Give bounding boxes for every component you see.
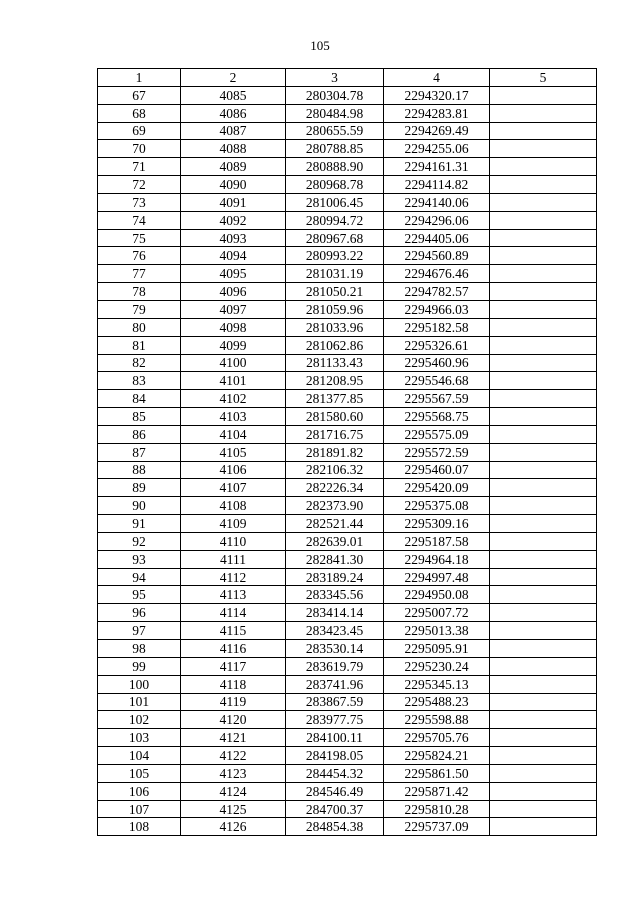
table-row	[98, 800, 597, 818]
row-number-cell: 101	[98, 693, 181, 711]
x-coordinate-cell: 282373.90	[286, 497, 384, 515]
table-row	[98, 283, 597, 301]
table-row	[98, 675, 597, 693]
point-id-cell: 4112	[181, 568, 286, 586]
y-coordinate-cell: 2295572.59	[384, 443, 490, 461]
note-cell	[490, 675, 597, 693]
x-coordinate-cell: 280968.78	[286, 176, 384, 194]
point-id-cell: 4097	[181, 300, 286, 318]
note-cell	[490, 247, 597, 265]
point-id-cell: 4106	[181, 461, 286, 479]
x-coordinate-cell: 281006.45	[286, 193, 384, 211]
x-coordinate-cell: 283741.96	[286, 675, 384, 693]
column-header-5: 5	[490, 69, 597, 87]
row-number-cell: 90	[98, 497, 181, 515]
row-number-cell: 72	[98, 176, 181, 194]
row-number-cell: 95	[98, 586, 181, 604]
y-coordinate-cell: 2294782.57	[384, 283, 490, 301]
row-number-cell: 104	[98, 747, 181, 765]
y-coordinate-cell: 2294950.08	[384, 586, 490, 604]
note-cell	[490, 515, 597, 533]
note-cell	[490, 408, 597, 426]
row-number-cell: 82	[98, 354, 181, 372]
point-id-cell: 4096	[181, 283, 286, 301]
y-coordinate-cell: 2295488.23	[384, 693, 490, 711]
point-id-cell: 4087	[181, 122, 286, 140]
point-id-cell: 4114	[181, 604, 286, 622]
column-header-1: 1	[98, 69, 181, 87]
y-coordinate-cell: 2294405.06	[384, 229, 490, 247]
note-cell	[490, 86, 597, 104]
row-number-cell: 100	[98, 675, 181, 693]
note-cell	[490, 640, 597, 658]
y-coordinate-cell: 2294269.49	[384, 122, 490, 140]
x-coordinate-cell: 284100.11	[286, 729, 384, 747]
row-number-cell: 70	[98, 140, 181, 158]
point-id-cell: 4124	[181, 782, 286, 800]
note-cell	[490, 300, 597, 318]
table-header	[98, 69, 597, 87]
x-coordinate-cell: 281716.75	[286, 425, 384, 443]
y-coordinate-cell: 2295567.59	[384, 390, 490, 408]
row-number-cell: 78	[98, 283, 181, 301]
note-cell	[490, 372, 597, 390]
row-number-cell: 93	[98, 550, 181, 568]
x-coordinate-cell: 284854.38	[286, 818, 384, 836]
y-coordinate-cell: 2294560.89	[384, 247, 490, 265]
x-coordinate-cell: 281059.96	[286, 300, 384, 318]
row-number-cell: 97	[98, 622, 181, 640]
point-id-cell: 4125	[181, 800, 286, 818]
point-id-cell: 4089	[181, 158, 286, 176]
note-cell	[490, 711, 597, 729]
point-id-cell: 4090	[181, 176, 286, 194]
y-coordinate-cell: 2294964.18	[384, 550, 490, 568]
table-row	[98, 747, 597, 765]
point-id-cell: 4091	[181, 193, 286, 211]
y-coordinate-cell: 2294140.06	[384, 193, 490, 211]
x-coordinate-cell: 282106.32	[286, 461, 384, 479]
point-id-cell: 4109	[181, 515, 286, 533]
point-id-cell: 4117	[181, 657, 286, 675]
x-coordinate-cell: 280967.68	[286, 229, 384, 247]
table-row	[98, 818, 597, 836]
note-cell	[490, 747, 597, 765]
point-id-cell: 4094	[181, 247, 286, 265]
table-row	[98, 693, 597, 711]
table-row	[98, 604, 597, 622]
point-id-cell: 4101	[181, 372, 286, 390]
note-cell	[490, 193, 597, 211]
note-cell	[490, 354, 597, 372]
table-row	[98, 711, 597, 729]
point-id-cell: 4120	[181, 711, 286, 729]
table-row	[98, 122, 597, 140]
y-coordinate-cell: 2294997.48	[384, 568, 490, 586]
x-coordinate-cell: 283345.56	[286, 586, 384, 604]
x-coordinate-cell: 281208.95	[286, 372, 384, 390]
row-number-cell: 94	[98, 568, 181, 586]
y-coordinate-cell: 2295871.42	[384, 782, 490, 800]
row-number-cell: 69	[98, 122, 181, 140]
y-coordinate-cell: 2295095.91	[384, 640, 490, 658]
table-row	[98, 586, 597, 604]
y-coordinate-cell: 2295375.08	[384, 497, 490, 515]
y-coordinate-cell: 2295460.07	[384, 461, 490, 479]
row-number-cell: 68	[98, 104, 181, 122]
table-row	[98, 461, 597, 479]
table-row	[98, 336, 597, 354]
x-coordinate-cell: 281580.60	[286, 408, 384, 426]
point-id-cell: 4121	[181, 729, 286, 747]
row-number-cell: 81	[98, 336, 181, 354]
row-number-cell: 87	[98, 443, 181, 461]
note-cell	[490, 211, 597, 229]
table-row	[98, 515, 597, 533]
note-cell	[490, 604, 597, 622]
point-id-cell: 4102	[181, 390, 286, 408]
y-coordinate-cell: 2295824.21	[384, 747, 490, 765]
x-coordinate-cell: 283414.14	[286, 604, 384, 622]
note-cell	[490, 497, 597, 515]
table-row	[98, 265, 597, 283]
table-row	[98, 568, 597, 586]
point-id-cell: 4123	[181, 764, 286, 782]
row-number-cell: 89	[98, 479, 181, 497]
point-id-cell: 4098	[181, 318, 286, 336]
header-row	[98, 69, 597, 87]
point-id-cell: 4099	[181, 336, 286, 354]
table-row	[98, 550, 597, 568]
y-coordinate-cell: 2294676.46	[384, 265, 490, 283]
note-cell	[490, 122, 597, 140]
x-coordinate-cell: 282521.44	[286, 515, 384, 533]
y-coordinate-cell: 2294966.03	[384, 300, 490, 318]
note-cell	[490, 550, 597, 568]
note-cell	[490, 800, 597, 818]
row-number-cell: 91	[98, 515, 181, 533]
x-coordinate-cell: 281050.21	[286, 283, 384, 301]
note-cell	[490, 390, 597, 408]
table-row	[98, 782, 597, 800]
x-coordinate-cell: 282639.01	[286, 532, 384, 550]
row-number-cell: 80	[98, 318, 181, 336]
note-cell	[490, 336, 597, 354]
x-coordinate-cell: 281062.86	[286, 336, 384, 354]
row-number-cell: 103	[98, 729, 181, 747]
coordinates-table	[97, 68, 597, 836]
table-row	[98, 532, 597, 550]
x-coordinate-cell: 280788.85	[286, 140, 384, 158]
table-row	[98, 443, 597, 461]
point-id-cell: 4095	[181, 265, 286, 283]
x-coordinate-cell: 284198.05	[286, 747, 384, 765]
point-id-cell: 4118	[181, 675, 286, 693]
row-number-cell: 105	[98, 764, 181, 782]
y-coordinate-cell: 2294296.06	[384, 211, 490, 229]
y-coordinate-cell: 2295546.68	[384, 372, 490, 390]
note-cell	[490, 764, 597, 782]
table-row	[98, 408, 597, 426]
point-id-cell: 4107	[181, 479, 286, 497]
point-id-cell: 4088	[181, 140, 286, 158]
point-id-cell: 4103	[181, 408, 286, 426]
point-id-cell: 4119	[181, 693, 286, 711]
table-row	[98, 229, 597, 247]
page-number: 105	[310, 38, 330, 53]
table-body	[98, 86, 597, 835]
y-coordinate-cell: 2295326.61	[384, 336, 490, 354]
y-coordinate-cell: 2295420.09	[384, 479, 490, 497]
x-coordinate-cell: 283619.79	[286, 657, 384, 675]
table-row	[98, 193, 597, 211]
note-cell	[490, 818, 597, 836]
x-coordinate-cell: 280304.78	[286, 86, 384, 104]
point-id-cell: 4126	[181, 818, 286, 836]
row-number-cell: 106	[98, 782, 181, 800]
point-id-cell: 4092	[181, 211, 286, 229]
point-id-cell: 4100	[181, 354, 286, 372]
table-row	[98, 729, 597, 747]
row-number-cell: 86	[98, 425, 181, 443]
table-row	[98, 425, 597, 443]
table-row	[98, 622, 597, 640]
table-row	[98, 372, 597, 390]
table-row	[98, 657, 597, 675]
point-id-cell: 4105	[181, 443, 286, 461]
point-id-cell: 4108	[181, 497, 286, 515]
table-row	[98, 354, 597, 372]
y-coordinate-cell: 2295598.88	[384, 711, 490, 729]
y-coordinate-cell: 2295230.24	[384, 657, 490, 675]
x-coordinate-cell: 283867.59	[286, 693, 384, 711]
row-number-cell: 88	[98, 461, 181, 479]
note-cell	[490, 104, 597, 122]
y-coordinate-cell: 2295861.50	[384, 764, 490, 782]
row-number-cell: 92	[98, 532, 181, 550]
note-cell	[490, 140, 597, 158]
table-row	[98, 479, 597, 497]
note-cell	[490, 568, 597, 586]
row-number-cell: 77	[98, 265, 181, 283]
x-coordinate-cell: 280993.22	[286, 247, 384, 265]
note-cell	[490, 532, 597, 550]
note-cell	[490, 479, 597, 497]
x-coordinate-cell: 283977.75	[286, 711, 384, 729]
y-coordinate-cell: 2295182.58	[384, 318, 490, 336]
x-coordinate-cell: 284454.32	[286, 764, 384, 782]
note-cell	[490, 229, 597, 247]
note-cell	[490, 158, 597, 176]
column-header-4: 4	[384, 69, 490, 87]
table-row	[98, 158, 597, 176]
row-number-cell: 96	[98, 604, 181, 622]
row-number-cell: 83	[98, 372, 181, 390]
y-coordinate-cell: 2295013.38	[384, 622, 490, 640]
x-coordinate-cell: 281031.19	[286, 265, 384, 283]
table-row	[98, 300, 597, 318]
table-row	[98, 318, 597, 336]
x-coordinate-cell: 280484.98	[286, 104, 384, 122]
row-number-cell: 107	[98, 800, 181, 818]
row-number-cell: 75	[98, 229, 181, 247]
note-cell	[490, 782, 597, 800]
x-coordinate-cell: 283189.24	[286, 568, 384, 586]
y-coordinate-cell: 2295575.09	[384, 425, 490, 443]
x-coordinate-cell: 281033.96	[286, 318, 384, 336]
row-number-cell: 85	[98, 408, 181, 426]
row-number-cell: 73	[98, 193, 181, 211]
column-header-3: 3	[286, 69, 384, 87]
row-number-cell: 84	[98, 390, 181, 408]
table-row	[98, 176, 597, 194]
x-coordinate-cell: 283423.45	[286, 622, 384, 640]
note-cell	[490, 318, 597, 336]
y-coordinate-cell: 2294255.06	[384, 140, 490, 158]
row-number-cell: 98	[98, 640, 181, 658]
note-cell	[490, 283, 597, 301]
table-row	[98, 86, 597, 104]
row-number-cell: 108	[98, 818, 181, 836]
y-coordinate-cell: 2294320.17	[384, 86, 490, 104]
row-number-cell: 99	[98, 657, 181, 675]
note-cell	[490, 461, 597, 479]
x-coordinate-cell: 281133.43	[286, 354, 384, 372]
x-coordinate-cell: 281891.82	[286, 443, 384, 461]
table-row	[98, 390, 597, 408]
x-coordinate-cell: 282226.34	[286, 479, 384, 497]
note-cell	[490, 425, 597, 443]
y-coordinate-cell: 2295460.96	[384, 354, 490, 372]
x-coordinate-cell: 283530.14	[286, 640, 384, 658]
note-cell	[490, 443, 597, 461]
note-cell	[490, 693, 597, 711]
y-coordinate-cell: 2295568.75	[384, 408, 490, 426]
y-coordinate-cell: 2295810.28	[384, 800, 490, 818]
table-row	[98, 247, 597, 265]
point-id-cell: 4104	[181, 425, 286, 443]
note-cell	[490, 622, 597, 640]
point-id-cell: 4086	[181, 104, 286, 122]
x-coordinate-cell: 280888.90	[286, 158, 384, 176]
table-row	[98, 104, 597, 122]
point-id-cell: 4110	[181, 532, 286, 550]
y-coordinate-cell: 2295187.58	[384, 532, 490, 550]
y-coordinate-cell: 2295705.76	[384, 729, 490, 747]
row-number-cell: 79	[98, 300, 181, 318]
point-id-cell: 4122	[181, 747, 286, 765]
y-coordinate-cell: 2294283.81	[384, 104, 490, 122]
y-coordinate-cell: 2295007.72	[384, 604, 490, 622]
row-number-cell: 71	[98, 158, 181, 176]
table-row	[98, 211, 597, 229]
column-header-2: 2	[181, 69, 286, 87]
row-number-cell: 76	[98, 247, 181, 265]
point-id-cell: 4116	[181, 640, 286, 658]
row-number-cell: 102	[98, 711, 181, 729]
x-coordinate-cell: 284700.37	[286, 800, 384, 818]
x-coordinate-cell: 281377.85	[286, 390, 384, 408]
x-coordinate-cell: 284546.49	[286, 782, 384, 800]
point-id-cell: 4085	[181, 86, 286, 104]
table-row	[98, 640, 597, 658]
point-id-cell: 4113	[181, 586, 286, 604]
row-number-cell: 67	[98, 86, 181, 104]
point-id-cell: 4111	[181, 550, 286, 568]
y-coordinate-cell: 2294161.31	[384, 158, 490, 176]
x-coordinate-cell: 282841.30	[286, 550, 384, 568]
y-coordinate-cell: 2295737.09	[384, 818, 490, 836]
point-id-cell: 4115	[181, 622, 286, 640]
x-coordinate-cell: 280994.72	[286, 211, 384, 229]
note-cell	[490, 176, 597, 194]
note-cell	[490, 657, 597, 675]
table-row	[98, 764, 597, 782]
table-row	[98, 497, 597, 515]
y-coordinate-cell: 2295309.16	[384, 515, 490, 533]
y-coordinate-cell: 2294114.82	[384, 176, 490, 194]
note-cell	[490, 729, 597, 747]
table-row	[98, 140, 597, 158]
note-cell	[490, 265, 597, 283]
note-cell	[490, 586, 597, 604]
x-coordinate-cell: 280655.59	[286, 122, 384, 140]
row-number-cell: 74	[98, 211, 181, 229]
point-id-cell: 4093	[181, 229, 286, 247]
y-coordinate-cell: 2295345.13	[384, 675, 490, 693]
